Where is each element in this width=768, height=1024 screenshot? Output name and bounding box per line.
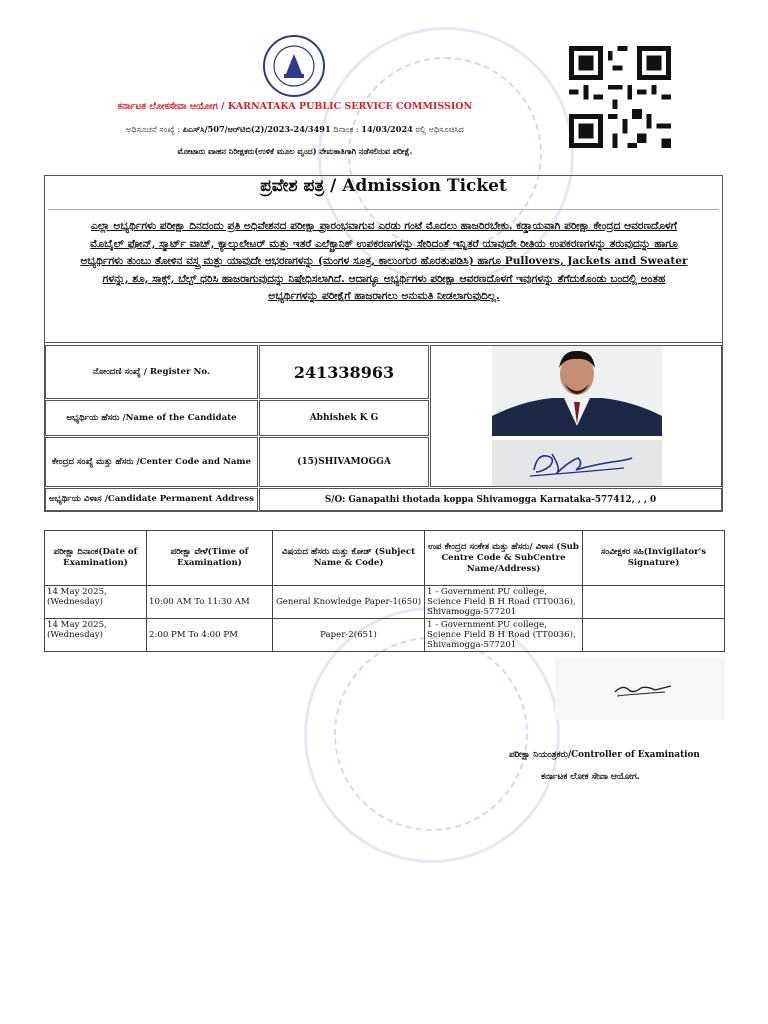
controller-label: ಪರೀಕ್ಷಾ ನಿಯಂತ್ರಕರು/Controller of Examination bbox=[509, 750, 700, 760]
exam-subject: Paper-2(651) bbox=[273, 619, 425, 652]
candidate-name: Abhishek K G bbox=[259, 400, 429, 436]
exam-subcentre: 1 - Government PU college, Science Field B H Road (TT0036), Shivamogga-577201 bbox=[425, 619, 583, 652]
table-row bbox=[45, 586, 725, 619]
address-label: ಅಭ್ಯರ್ಥಿಯ ವಿಳಾಸ /Candidate Permanent Address bbox=[45, 488, 258, 511]
invigilator-signature bbox=[583, 586, 725, 619]
controller-signature bbox=[555, 658, 725, 720]
title-divider bbox=[48, 209, 719, 210]
exam-date: 14 May 2025, (Wednesday) bbox=[45, 586, 147, 619]
register-label: ನೋಂದಣಿ ಸಂಖ್ಯೆ / Register No. bbox=[45, 345, 258, 399]
header-subcentre: ಉಪ ಕೇಂದ್ರದ ಸಂಕೇತ ಮತ್ತು ಹೆಸರು/ ವಿಳಾಸ (Sub Centre Code & SubCentre Name/Address) bbox=[425, 531, 583, 586]
candidate-photo bbox=[492, 346, 662, 436]
ticket-title: ಪ್ರವೇಶ ಪತ್ರ / Admission Ticket bbox=[260, 176, 507, 196]
exam-subcentre: 1 - Government PU college, Science Field B H Road (TT0036), Shivamogga-577201 bbox=[425, 586, 583, 619]
exam-date: 14 May 2025, (Wednesday) bbox=[45, 619, 147, 652]
exam-schedule-table bbox=[44, 530, 725, 652]
exam-table-header bbox=[45, 531, 725, 586]
table-row bbox=[45, 619, 725, 652]
header-subject: ವಿಷಯದ ಹೆಸರು ಮತ್ತು ಕೋಡ್ (Subject Name & Code) bbox=[273, 531, 425, 586]
post-line: ಮೋಟಾರು ವಾಹನ ನಿರೀಕ್ಷಕರು(ಉಳಿಕೆ ಮೂಲ ವೃಂದ) ನೇಮಕಾತಿಗಾಗಿ ನಡೆಸಲಿರುವ ಪರೀಕ್ಷೆ. bbox=[177, 146, 413, 156]
exam-subject: General Knowledge Paper-1(650) bbox=[273, 586, 425, 619]
header-signature: ಸಂವೀಕ್ಷಕರ ಸಹಿ(Invigilator's Signature) bbox=[583, 531, 725, 586]
commission-title: ಕರ್ನಾಟಕ ಲೋಕಸೇವಾ ಆಯೋಗ / KARNATAKA PUBLIC SERVICE COMMISSION bbox=[117, 101, 473, 112]
commission-footer-label: ಕರ್ನಾಟಕ ಲೋಕ ಸೇವಾ ಆಯೋಗ. bbox=[541, 772, 640, 782]
center-label: ಕೇಂದ್ರದ ಸಂಖ್ಯೆ ಮತ್ತು ಹೆಸರು /Center Code and Name bbox=[45, 437, 258, 487]
header-date: ಪರೀಕ್ಷಾ ದಿನಾಂಕ(Date of Examination) bbox=[45, 531, 147, 586]
exam-time: 10:00 AM To 11:30 AM bbox=[147, 586, 273, 619]
watermark-seal-bottom-inner bbox=[334, 637, 528, 831]
candidate-name-label: ಅಭ್ಯರ್ಥಿಯ ಹೆಸರು /Name of the Candidate bbox=[45, 400, 258, 436]
notification-line: ಅಧಿಸೂಚನೆ ಸಂಖ್ಯೆ : ಪಿಎಸ್‌ಸಿ/507/ಆರ್‌ಟಿಬಿ(2)/2023-24/3491 ದಿನಾಂಕ : 14/03/2024 ರಲ್ಲಿ ಅಧಿಸೂಚಿಸಿದ bbox=[126, 124, 464, 134]
candidate-signature bbox=[492, 440, 662, 486]
invigilator-signature bbox=[583, 619, 725, 652]
header-time: ಪರೀಕ್ಷಾ ವೇಳೆ(Time of Examination) bbox=[147, 531, 273, 586]
register-number: 241338963 bbox=[259, 345, 429, 399]
instructions-separator bbox=[44, 342, 723, 343]
center-name: (15)SHIVAMOGGA bbox=[259, 437, 429, 487]
exam-time: 2:00 PM To 4:00 PM bbox=[147, 619, 273, 652]
instructions: ಎಲ್ಲಾ ಅಭ್ಯರ್ಥಿಗಳು ಪರೀಕ್ಷಾ ದಿನದಂದು ಪ್ರತಿ ಅಧಿವೇಶನದ ಪರೀಕ್ಷಾ ಪ್ರಾರಂಭವಾಗುವ ಎರಡು ಗಂಟೆ ಮೊದಲು ಹಾಜರಿರಬೇಕು. ಕಡ್ಡಾಯವಾಗಿ ಪರೀಕ್ಷಾ ಕೇಂದ್ರದ ಆವರಣದೊಳಗೆ ಮೊಬೈಲ್ ಫೋನ್, ಸ್ಮಾರ್ಟ್ ವಾಚ್, ಕ್ಯಾಲ್ಕುಲೇಟರ್ ಮತ್ತು ಇತರೆ ಎಲೆಕ್ಟ್ರಾನಿಕ್ ಉಪಕರಣಗಳನ್ನು ಸೇರಿದಂತೆ ಇನ್ನಿತರೆ ಯಾವುದೇ ರೀತಿಯ ಉಪಕರಣಗಳನ್ನು ತರುವುದನ್ನು ಹಾಗೂ ಅಭ್ಯರ್ಥಿಗಳು ತುಂಬು ತೋಳಿನ ವಸ್ತ್ರ ಮತ್ತು ಯಾವುದೇ ಆಭರಣಗಳನ್ನು (ಮಂಗಳ ಸೂತ್ರ, ಕಾಲುಂಗುರ ಹೊರತುಪಡಿಸಿ) ಹಾಗೂ Pullovers, Jackets and Sweater ಗಳನ್ನು, ಶೂ, ಸಾಕ್ಸ್, ಬೆಲ್ಟ್ ಧರಿಸಿ ಹಾಜರಾಗುವುದನ್ನು ನಿಷೇಧಿಸಲಾಗಿದೆ. ಆದಾಗ್ಯೂ ಅಭ್ಯರ್ಥಿಗಳು ಪರೀಕ್ಷಾ ಆವರಣದೊಳಗೆ ಇವುಗಳನ್ನು ತೆಗೆದುಕೊಂಡು ಬಂದಲ್ಲಿ ಅಂತಹ ಅಭ್ಯರ್ಥಿಗಳನ್ನು ಪರೀಕ್ಷೆಗೆ ಹಾಜರಾಗಲು ಅನುಮತಿ ನೀಡಲಾಗುವುದಿಲ್ಲ. bbox=[80, 220, 688, 302]
kpsc-logo bbox=[262, 34, 326, 98]
candidate-address: S/O: Ganapathi thotada koppa Shivamogga Karnataka-577412, , , 0 bbox=[259, 488, 722, 511]
